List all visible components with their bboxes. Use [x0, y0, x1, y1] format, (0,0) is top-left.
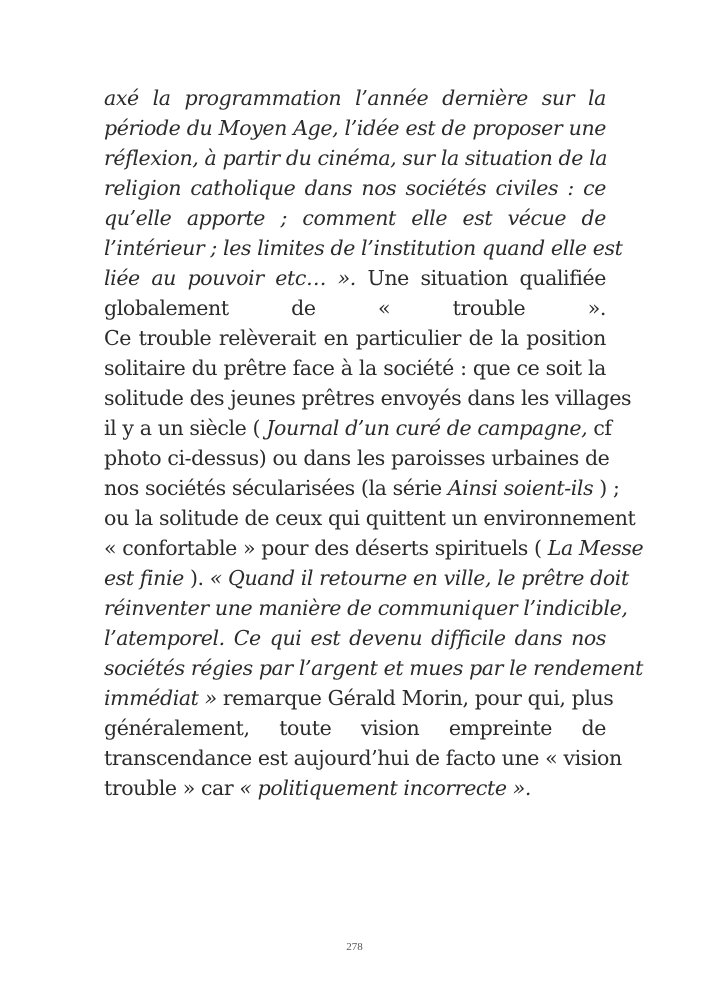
text-line	[104, 113, 606, 143]
text-line	[104, 593, 628, 623]
italic-text-segment: est finie	[104, 566, 184, 590]
text-segment: « confortable » pour des déserts spirituels (	[104, 536, 548, 560]
italic-text-segment: sociétés régies par l’argent et mues par le rendement	[104, 656, 643, 680]
text-line	[104, 413, 612, 443]
italic-text-segment: religion catholique dans nos sociétés civiles : ce	[104, 176, 606, 200]
text-segment: solitaire du prêtre face à la société : que ce soit la	[104, 356, 606, 380]
text-line	[104, 323, 606, 353]
text-line	[104, 503, 636, 533]
italic-text-segment: réflexion, à partir du cinéma, sur la situation de la	[104, 146, 608, 170]
text-line	[104, 263, 606, 293]
text-line	[104, 203, 606, 233]
text-segment: globalement de « trouble ».	[104, 296, 606, 320]
italic-text-segment: période du Moyen Age, l’idée est de proposer une	[104, 116, 606, 140]
text-segment: transcendance est aujourd’hui de facto une « vision	[104, 746, 622, 770]
italic-text-segment: immédiat »	[104, 686, 217, 710]
text-segment: trouble » car	[104, 776, 240, 800]
italic-text-segment: Journal d’un curé de campagne,	[266, 416, 588, 440]
text-segment: remarque Gérald Morin, pour qui, plus	[216, 686, 614, 710]
text-line	[104, 563, 629, 593]
text-segment: Une situation qualifiée	[367, 266, 607, 290]
text-line	[104, 83, 606, 113]
italic-text-segment: « politiquement incorrecte ».	[239, 776, 531, 800]
italic-text-segment: qu’elle apporte ; comment elle est vécue de	[104, 206, 606, 230]
text-segment: ) ;	[593, 476, 620, 500]
text-segment: cf	[587, 416, 612, 440]
text-line	[104, 653, 643, 683]
text-line	[104, 383, 632, 413]
italic-text-segment: Ainsi soient-ils	[447, 476, 594, 500]
text-line	[104, 353, 606, 383]
text-line	[104, 623, 606, 653]
page-number: 278	[346, 941, 363, 953]
text-line	[104, 683, 614, 713]
text-segment: généralement, toute vision empreinte de	[104, 716, 606, 740]
text-line	[104, 773, 606, 803]
text-segment: ).	[183, 566, 210, 590]
text-line	[104, 473, 620, 503]
italic-text-segment: l’intérieur ; les limites de l’institution quand elle est	[104, 236, 623, 260]
text-line	[104, 173, 606, 203]
text-segment: nos sociétés sécularisées (la série	[104, 476, 448, 500]
text-segment: solitude des jeunes prêtres envoyés dans les villages	[104, 386, 632, 410]
italic-text-segment: axé la programmation l’année dernière sur la	[104, 86, 606, 110]
text-segment: ou la solitude de ceux qui quittent un environnement	[104, 506, 636, 530]
italic-text-segment: liée au pouvoir etc… ».	[104, 266, 368, 290]
text-segment: Ce trouble relèverait en particulier de la position	[104, 326, 606, 350]
italic-text-segment: réinventer une manière de communiquer l’indicible,	[104, 596, 628, 620]
italic-text-segment: La Messe	[547, 536, 644, 560]
text-segment: photo ci-dessus) ou dans les paroisses urbaines de	[104, 446, 610, 470]
text-line	[104, 233, 623, 263]
text-segment: il y a un siècle (	[104, 416, 267, 440]
text-line	[104, 143, 606, 173]
text-line	[104, 743, 622, 773]
text-line	[104, 713, 606, 743]
text-line	[104, 293, 606, 323]
text-line	[104, 533, 644, 563]
italic-text-segment: l’atemporel. Ce qui est devenu difficile dans nos	[104, 626, 606, 650]
text-line	[104, 443, 610, 473]
italic-text-segment: « Quand il retourne en ville, le prêtre doit	[209, 566, 629, 590]
body-text	[104, 83, 644, 803]
